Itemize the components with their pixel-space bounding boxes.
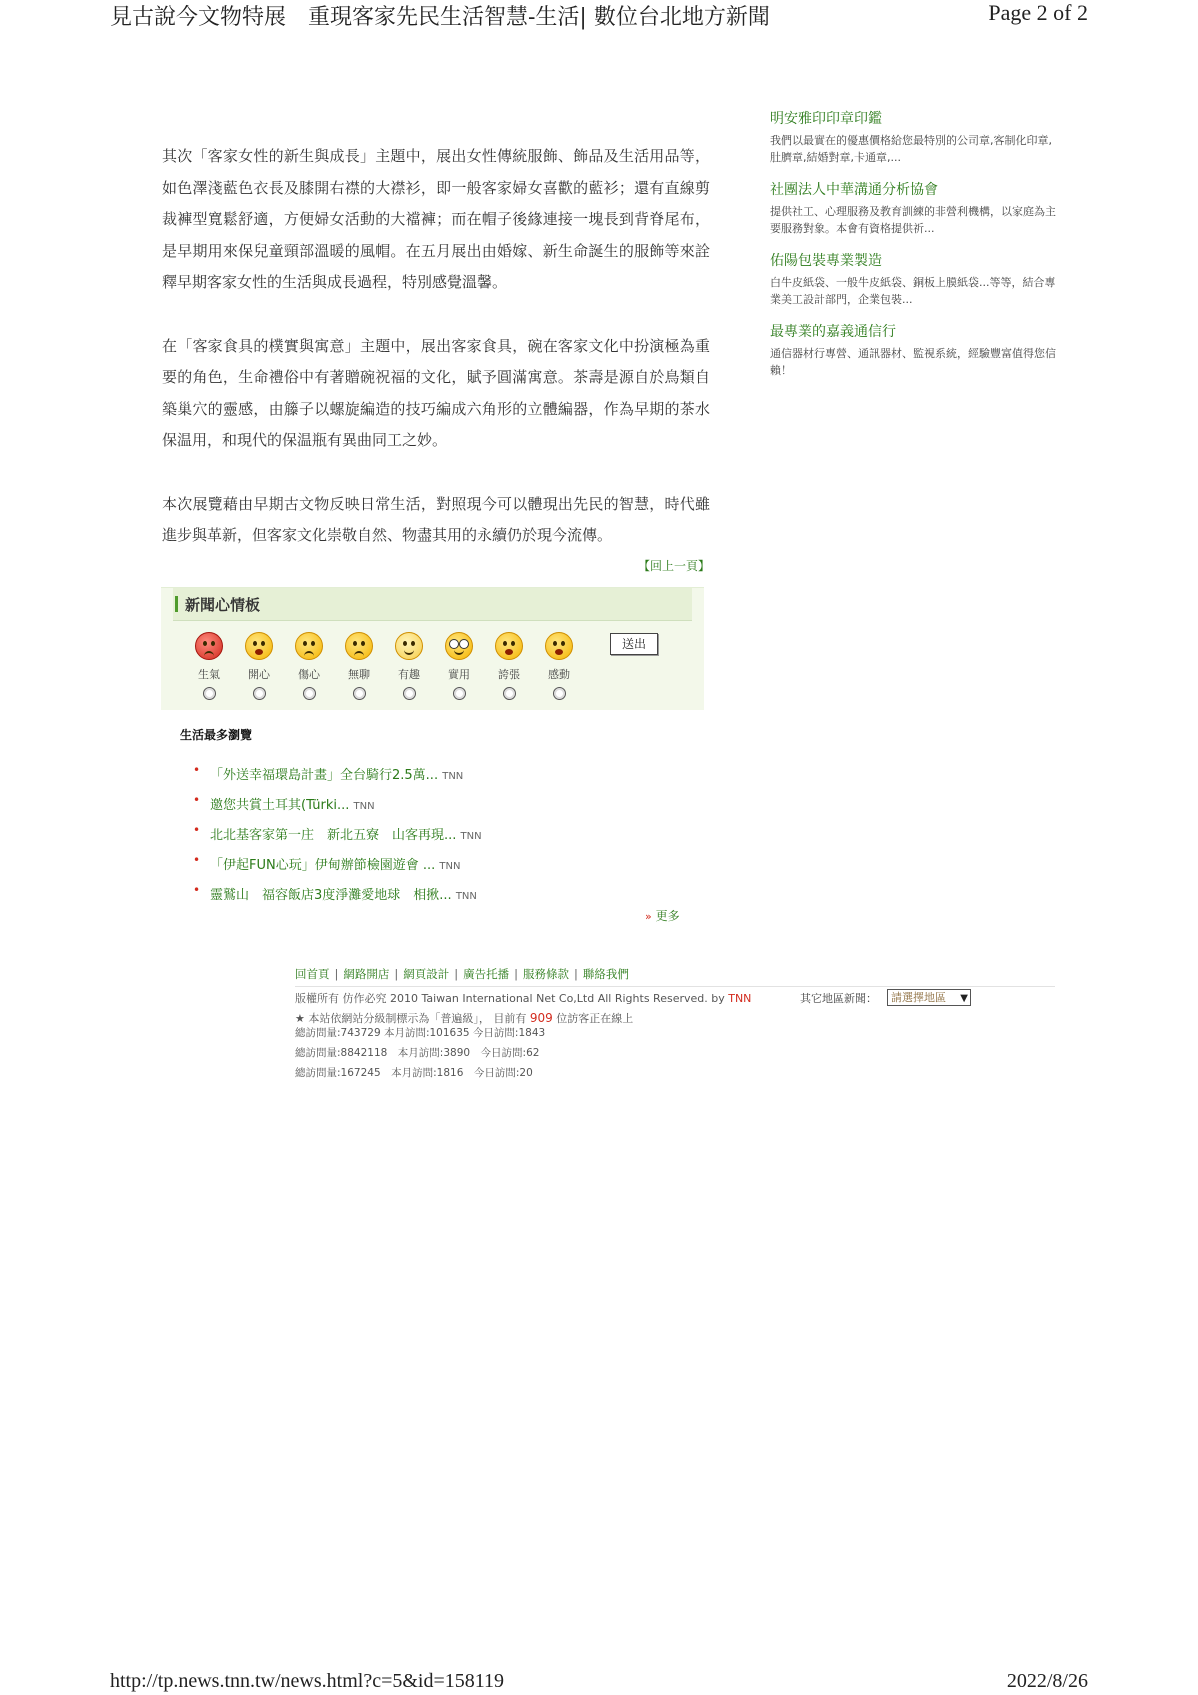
bullet-icon: • xyxy=(193,883,201,897)
mood-label: 感動 xyxy=(548,668,570,681)
visit-stats: 總訪問量:167245 本月訪問:1816 今日訪問:20 xyxy=(295,1067,533,1079)
print-footer-url: http://tp.news.tnn.tw/news.html?c=5&id=158119 xyxy=(110,1670,505,1692)
region-select-value: 請選擇地區 xyxy=(891,991,946,1004)
mood-label: 有趣 xyxy=(398,668,420,681)
mood-radio-touched[interactable] xyxy=(553,687,566,700)
footer-link-terms[interactable]: 服務條款 xyxy=(523,967,569,981)
ad-title[interactable]: 社團法人中華溝通分析協會 xyxy=(770,182,938,198)
ad-item xyxy=(770,321,1060,379)
touched-face-icon xyxy=(545,632,573,660)
article-paragraph: 在「客家食具的樸實與寓意」主題中，展出客家食具，碗在客家文化中扮演極為重要的角色，生命禮俗中有著贈碗祝福的文化，賦予圓滿寓意。茶壽是源自於鳥類自築巢穴的靈感，由籐子以螺旋編造的技巧編成六角形的立體編器，作為早期的茶水保温用，和現代的保温瓶有異曲同工之妙。 xyxy=(162,336,710,449)
footer-link-contact[interactable]: 聯絡我們 xyxy=(582,967,629,981)
popular-news-item[interactable] xyxy=(190,764,710,794)
footer-link-advertising[interactable]: 廣告托播 xyxy=(463,967,510,981)
ad-title[interactable]: 最專業的嘉義通信行 xyxy=(770,324,896,340)
online-visitor-count: 909 xyxy=(529,1011,553,1025)
smiling-face-icon xyxy=(395,632,423,660)
angry-face-icon xyxy=(195,632,223,660)
popular-section-title: 生活最多瀏覽 xyxy=(180,728,253,742)
popular-news-item[interactable] xyxy=(190,854,710,884)
bullet-icon: • xyxy=(193,823,201,837)
mood-option-useful xyxy=(444,632,474,700)
mood-option-angry xyxy=(194,632,224,700)
mood-radio-bored[interactable] xyxy=(353,687,366,700)
ad-item xyxy=(770,179,1060,237)
ad-description: 白牛皮紙袋、一般牛皮紙袋、銅板上膜紙袋...等等，結合專業美工設計部門，企業包裝... xyxy=(770,276,1056,306)
mood-option-touched xyxy=(544,632,574,700)
visit-stats: 總訪問量:743729 本月訪問:101635 今日訪問:1843 xyxy=(295,1027,546,1039)
mood-radio-angry[interactable] xyxy=(203,687,216,700)
mood-label: 傷心 xyxy=(298,668,320,681)
mood-board-title: 新聞心情板 xyxy=(185,596,261,614)
mood-label: 開心 xyxy=(248,668,270,681)
mood-radio-exaggerated[interactable] xyxy=(503,687,516,700)
ad-item xyxy=(770,108,1060,166)
article-body xyxy=(162,141,710,584)
glasses-face-icon xyxy=(445,632,473,660)
bullet-icon: • xyxy=(193,853,201,867)
print-header-title: 見古說今文物特展 重現客家先民生活智慧-生活| 數位台北地方新聞 xyxy=(110,5,770,30)
footer-separator: | xyxy=(394,967,399,981)
mood-label: 實用 xyxy=(448,668,470,681)
footer-link-shop[interactable]: 網路開店 xyxy=(343,967,390,981)
popular-news-source: TNN xyxy=(439,861,461,872)
region-select[interactable] xyxy=(887,989,971,1006)
copyright-brand: TNN xyxy=(728,992,752,1005)
rating-text: ★ 本站依網站分級制標示為「普遍級」， 目前有 xyxy=(295,1012,530,1025)
article-paragraph: 其次「客家女性的新生與成長」主題中，展出女性傳統服飾、飾品及生活用品等，如色澤淺藍色衣長及膝開右襟的大襟衫，即一般客家婦女喜歡的藍衫；還有直線剪裁褲型寬鬆舒適，方便婦女活動的大襠褲；而在帽子後緣連接一塊長到背脊尾布，是早期用來保兒童頸部溫暖的風帽。在五月展出由婚嫁、新生命誕生的服飾等來詮釋早期客家女性的生活與成長過程，特別感覺溫馨。 xyxy=(162,147,710,291)
mood-option-interesting xyxy=(394,632,424,700)
popular-news-title[interactable]: 北北基客家第一庄 新北五寮 山客再現... xyxy=(210,828,457,843)
footer-separator: | xyxy=(334,967,339,981)
popular-news-item[interactable] xyxy=(190,884,710,914)
mood-options xyxy=(194,632,594,702)
mood-label: 誇張 xyxy=(498,668,520,681)
visit-stats: 總訪問量:8842118 本月訪問:3890 今日訪問:62 xyxy=(295,1047,540,1059)
ad-description: 提供社工、心理服務及教育訓練的非營利機構，以家庭為主要服務對象。本會有資格提供祈... xyxy=(770,205,1056,235)
chevron-down-icon: ▼ xyxy=(960,993,968,1004)
popular-news-title[interactable]: 「外送幸福環島計畫」全台騎行2.5萬... xyxy=(210,768,439,783)
footer-link-web-design[interactable]: 網頁設計 xyxy=(403,967,450,981)
bored-face-icon xyxy=(345,632,373,660)
popular-news-source: TNN xyxy=(442,771,464,782)
mood-radio-interesting[interactable] xyxy=(403,687,416,700)
more-label[interactable]: 更多 xyxy=(655,909,680,923)
more-popular-link[interactable] xyxy=(645,907,680,924)
footer-nav xyxy=(295,966,629,982)
mood-option-sad xyxy=(294,632,324,700)
mood-option-happy xyxy=(244,632,274,700)
shocked-face-icon xyxy=(495,632,523,660)
popular-news-source: TNN xyxy=(455,891,477,902)
news-mood-board xyxy=(161,587,704,710)
rating-suffix: 位訪客正在線上 xyxy=(552,1012,634,1025)
popular-news-item[interactable] xyxy=(190,824,710,854)
popular-news-title[interactable]: 邀您共賞土耳其(Türki... xyxy=(210,798,350,813)
print-footer-date: 2022/8/26 xyxy=(1006,1670,1088,1692)
popular-news-title[interactable]: 靈鷲山 福容飯店3度淨灘愛地球 相揪... xyxy=(210,888,452,903)
copyright-text: 版權所有 仿作必究 2010 Taiwan International Net Co,Ltd All Rights Reserved. by xyxy=(295,992,729,1005)
bullet-icon: • xyxy=(193,763,201,777)
mood-radio-useful[interactable] xyxy=(453,687,466,700)
footer-separator: | xyxy=(454,967,459,981)
popular-news-list xyxy=(190,764,710,914)
popular-news-title[interactable]: 「伊起FUN心玩」伊甸辦節檢園遊會 ... xyxy=(210,858,436,873)
back-to-previous-page-link[interactable]: 【回上一頁】 xyxy=(638,559,711,573)
site-rating-notice xyxy=(295,1010,633,1026)
footer-divider xyxy=(295,986,1055,987)
footer-separator: | xyxy=(514,967,518,981)
mood-label: 無聊 xyxy=(348,668,370,681)
popular-news-source: TNN xyxy=(460,831,482,842)
ad-description: 通信器材行專營、通訊器材、監視系統，經驗豐富值得您信賴！ xyxy=(770,347,1056,377)
footer-separator: | xyxy=(574,967,578,981)
sad-face-icon xyxy=(295,632,323,660)
copyright-notice xyxy=(295,990,751,1006)
popular-news-item[interactable] xyxy=(190,794,710,824)
region-news-label: 其它地區新聞： xyxy=(800,992,877,1005)
mood-label: 生氣 xyxy=(198,668,220,681)
mood-radio-sad[interactable] xyxy=(303,687,316,700)
bullet-icon: • xyxy=(193,793,201,807)
ad-description: 我們以最實在的優惠價格給您最特別的公司章,客制化印章,肚臍章,結婚對章,卡通章,... xyxy=(770,134,1052,164)
footer-link-home[interactable]: 回首頁 xyxy=(295,967,330,981)
popular-news-source: TNN xyxy=(353,801,375,812)
mood-board-header xyxy=(173,588,692,621)
mood-board-accent-bar xyxy=(175,596,178,612)
print-header-page-number: Page 2 of 2 xyxy=(988,0,1088,25)
ad-title[interactable]: 佑陽包裝專業製造 xyxy=(770,253,882,269)
laughing-face-icon xyxy=(245,632,273,660)
mood-radio-happy[interactable] xyxy=(253,687,266,700)
ad-title[interactable]: 明安雅印印章印鑑 xyxy=(770,111,882,127)
double-arrow-icon: » xyxy=(645,910,652,923)
article-paragraph: 本次展覽藉由早期古文物反映日常生活，對照現今可以體現出先民的智慧，時代雖進步與革新，但客家文化崇敬自然、物盡其用的永續仍於現今流傳。 xyxy=(162,494,710,544)
mood-submit-button[interactable]: 送出 xyxy=(610,633,658,655)
mood-option-exaggerated xyxy=(494,632,524,700)
mood-option-bored xyxy=(344,632,374,700)
ad-item xyxy=(770,250,1060,308)
sponsored-ads xyxy=(770,108,1060,392)
